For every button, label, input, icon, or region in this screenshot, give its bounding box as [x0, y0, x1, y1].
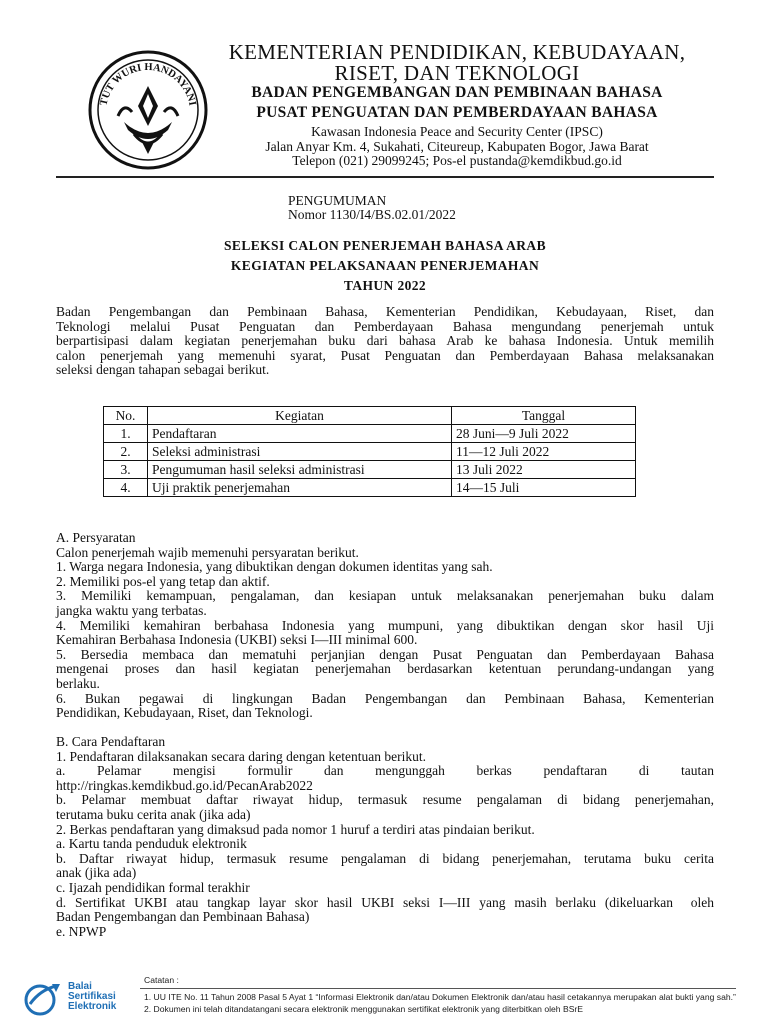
section-line: Badan Pengembangan dan Pembinaan Bahasa)	[56, 909, 310, 925]
section-line: anak (jika ada)	[56, 865, 137, 881]
section-line: 6. Bukan pegawai di lingkungan Badan Pengembangan dan Pembinaan Bahasa, Kementerian	[56, 690, 714, 706]
row-date: 11—12 Juli 2022	[452, 443, 636, 461]
document-title-line1: SELEKSI CALON PENERJEMAH BAHASA ARAB	[224, 238, 546, 253]
row-number: 2.	[104, 443, 148, 461]
section-requirements	[56, 531, 714, 721]
row-number: 3.	[104, 461, 148, 479]
section-line: Calon penerjemah wajib memenuhi persyaratan berikut.	[56, 544, 359, 560]
intro-line: calon penerjemah yang memenuhi syarat, Pusat Penguatan dan Pemberdayaan Bahasa melaksanakan	[56, 347, 714, 363]
row-number: 1.	[104, 425, 148, 443]
table-row	[104, 479, 636, 497]
bsre-label-line3: Elektronik	[68, 1001, 117, 1012]
bsre-label-line2: Sertifikasi	[68, 991, 116, 1002]
row-activity: Seleksi administrasi	[148, 443, 452, 461]
section-line: e. NPWP	[56, 923, 107, 939]
section-line: mengenai proses dan hasil kegiatan penerjemahan berdasarkan ketentuan perundang-undangan yang	[56, 661, 714, 677]
row-date: 28 Juni—9 Juli 2022	[452, 425, 636, 443]
section-line: 2. Berkas pendaftaran yang dimaksud pada nomor 1 huruf a terdiri atas pindaian berikut.	[56, 821, 535, 837]
section-line: jangka waktu yang terbatas.	[56, 602, 207, 618]
document-title-line3: TAHUN 2022	[343, 278, 427, 293]
table-row	[104, 461, 636, 479]
row-activity: Uji praktik penerjemahan	[148, 479, 452, 497]
header-address-line2: Jalan Anyar Km. 4, Sukahati, Citeureup, Kabupaten Bogor, Jawa Barat	[265, 139, 649, 154]
section-line: 4. Memiliki kemahiran berbahasa Indonesia yang mumpuni, yang dibuktikan dengan skor hasil Uji	[56, 617, 714, 633]
announcement-number: Nomor 1130/I4/BS.02.01/2022	[288, 207, 456, 222]
table-row	[104, 443, 636, 461]
header-agency: BADAN PENGEMBANGAN DAN PEMBINAAN BAHASA	[251, 84, 663, 101]
header-divider	[56, 176, 714, 178]
section-registration	[56, 735, 714, 939]
section-line: b. Daftar riwayat hidup, termasuk resume pengalaman di bidang penerjemahan, terutama buku cerita	[56, 850, 714, 866]
footer-notes-heading: Catatan :	[144, 975, 179, 985]
section-line: d. Sertifikat UKBI atau tangkap layar skor hasil UKBI seksi I—III yang masih berlaku (dikeluarkan oleh	[56, 894, 714, 910]
footer-note-1: 1. UU ITE No. 11 Tahun 2008 Pasal 5 Ayat 1 “Informasi Elektronik dan/atau Dokumen Elektronik dan/atau hasil cetakannya merupakan alat bukti yang sah.”	[144, 992, 736, 1002]
column-header-no: No.	[104, 407, 148, 425]
section-heading: B. Cara Pendaftaran	[56, 734, 166, 749]
intro-line: seleksi dengan tahapan sebagai berikut.	[56, 362, 270, 378]
table-header-row	[104, 407, 636, 425]
section-line: 2. Memiliki pos-el yang tetap dan aktif.	[56, 573, 270, 589]
intro-line: Teknologi melalui Pusat Penguatan dan Pemberdayaan Bahasa mengundang penerjemah untuk	[56, 318, 714, 334]
section-line: 3. Memiliki kemampuan, pengalaman, dan kesiapan untuk melaksanakan penerjemahan buku dalam	[56, 588, 714, 604]
footer-note-2: 2. Dokumen ini telah ditandatangani secara elektronik menggunakan sertifikat elektronik yang diterbitkan oleh BSrE	[144, 1004, 584, 1014]
section-line: Pendidikan, Kebudayaan, Riset, dan Teknologi.	[56, 705, 313, 721]
section-line: a. Pelamar mengisi formulir dan mengunggah berkas pendaftaran di tautan	[56, 763, 714, 779]
section-line: b. Pelamar membuat daftar riwayat hidup, termasuk resume pengalaman di bidang penerjemahan,	[56, 792, 714, 808]
column-header-tanggal: Tanggal	[452, 407, 636, 425]
row-activity: Pendaftaran	[148, 425, 452, 443]
logo-motto: TUT WURI HANDAYANI	[98, 61, 198, 107]
tut-wuri-handayani-logo	[84, 46, 212, 172]
bsre-label-line1: Balai	[68, 981, 92, 992]
section-line: c. Ijazah pendidikan formal terakhir	[56, 879, 250, 895]
announcement-label: PENGUMUMAN	[288, 193, 387, 208]
header-ministry-line1: KEMENTERIAN PENDIDIKAN, KEBUDAYAAN,	[228, 40, 686, 64]
section-line: terutama buku cerita anak (jika ada)	[56, 806, 251, 822]
schedule-table	[103, 406, 636, 497]
row-date: 13 Juli 2022	[452, 461, 636, 479]
section-line: a. Kartu tanda penduduk elektronik	[56, 836, 247, 852]
intro-line: berpartisipasi dalam kegiatan penerjemahan buku dari bahasa Arab ke bahasa Indonesia. Untuk memilih	[56, 333, 714, 349]
bsre-logo-icon	[22, 980, 64, 1016]
registration-link[interactable]: http://ringkas.kemdikbud.go.id/PecanArab2022	[56, 777, 313, 793]
row-number: 4.	[104, 479, 148, 497]
header-contact: Telepon (021) 29099245; Pos-el pustanda@kemdikbud.go.id	[292, 153, 622, 168]
document-title-line2: KEGIATAN PELAKSANAAN PENERJEMAHAN	[230, 258, 540, 273]
row-activity: Pengumuman hasil seleksi administrasi	[148, 461, 452, 479]
intro-paragraph	[56, 305, 714, 378]
header-center: PUSAT PENGUATAN DAN PEMBERDAYAAN BAHASA	[256, 104, 658, 121]
column-header-kegiatan: Kegiatan	[148, 407, 452, 425]
header-address-line1: Kawasan Indonesia Peace and Security Center (IPSC)	[311, 124, 603, 139]
section-heading: A. Persyaratan	[56, 530, 136, 545]
footer-divider	[140, 988, 736, 989]
header-ministry-line2: RISET, DAN TEKNOLOGI	[334, 61, 580, 85]
section-line: Kemahiran Berbahasa Indonesia (UKBI) seksi I—III minimal 600.	[56, 632, 418, 648]
section-line: 1. Pendaftaran dilaksanakan secara daring dengan ketentuan berikut.	[56, 748, 426, 764]
section-line: berlaku.	[56, 675, 100, 691]
intro-line: Badan Pengembangan dan Pembinaan Bahasa, Kementerian Pendidikan, Kebudayaan, Riset, dan	[56, 304, 714, 319]
section-line: 5. Bersedia membaca dan mematuhi perjanjian dengan Pusat Penguatan dan Pemberdayaan Bahasa	[56, 646, 714, 662]
section-line: 1. Warga negara Indonesia, yang dibuktikan dengan dokumen identitas yang sah.	[56, 559, 493, 575]
table-row	[104, 425, 636, 443]
row-date: 14—15 Juli	[452, 479, 636, 497]
